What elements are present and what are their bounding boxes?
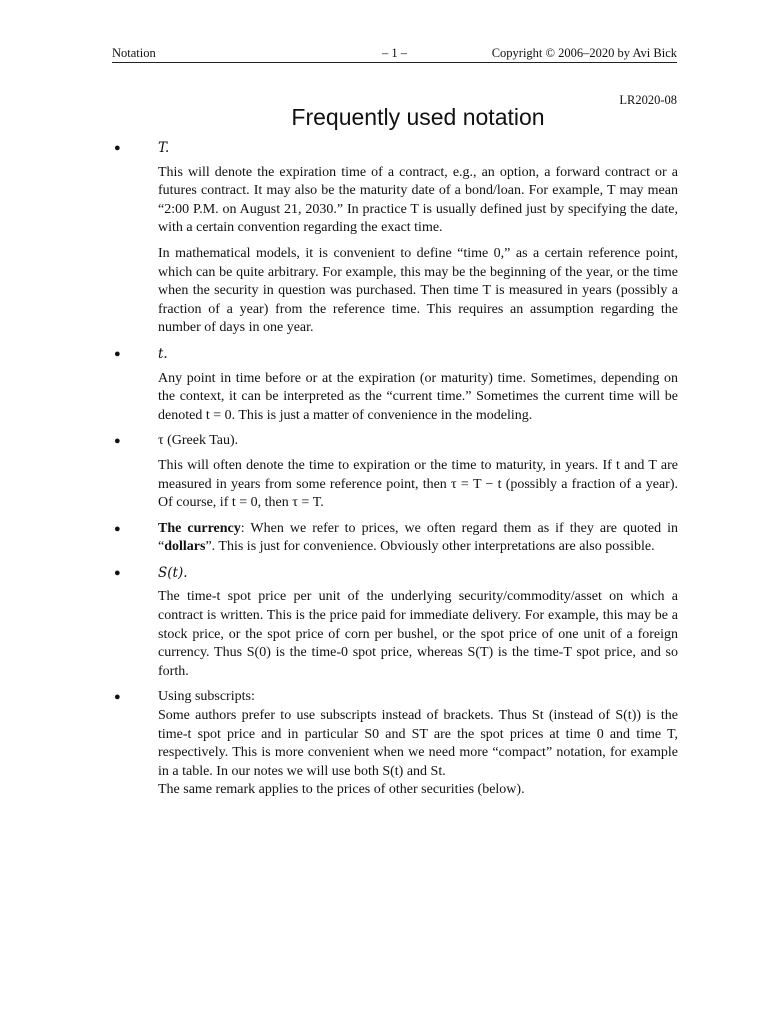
list-item-tau: [114, 432, 678, 512]
list-item-t: [114, 345, 678, 425]
item-heading: Using subscripts:: [158, 689, 255, 705]
paragraph: Any point in time before or at the expiration (or maturity) time. Sometimes, depending on the context, it can be interpreted as the “current time.” Sometimes the current time will be denoted t = 0. This is just a matter of convenience in the modeling.: [158, 370, 678, 423]
paragraph: The time-t spot price per unit of the underlying security/commodity/asset on which a contract is written. This is the price paid for immediate delivery. For example, this may be a stock price, or the spot price of corn per bushel, or the spot price of one unit of a foreign currency. Thus S(0) is the time-0 spot price, whereas S(T) is the time-T spot price, and so forth.: [158, 589, 678, 679]
term-currency: The currency: [158, 520, 241, 536]
paragraph: This will denote the expiration time of a contract, e.g., an option, a forward contract or a futures contract. It may also be the maturity date of a bond/loan. For example, T may mean “2:00 P.M. on August 21, 2030.” In practice T is usually defined just by specifying the date, with a certain convention regarding the exact time.: [158, 164, 678, 236]
bullet-icon: ●: [114, 142, 121, 154]
list-item-currency: [114, 520, 679, 557]
page-header: [112, 44, 677, 63]
header-section-name: Notation: [112, 46, 156, 60]
paragraph: This will often denote the time to expiration or the time to maturity, in years. If t and T are measured in years from some reference point, then τ = T − t (possibly a fraction of a year). Of course, if t = 0, then τ = T.: [158, 457, 678, 511]
bullet-icon: ●: [114, 691, 121, 704]
text-fragment: : When we refer to prices, we often regard them as if they are quoted in “: [158, 520, 679, 555]
term-dollars: dollars: [164, 539, 206, 555]
text-fragment: ”. This is just for convenience. Obviously other interpretations are also possible.: [205, 539, 655, 555]
document-id: LR2020-08: [619, 93, 677, 107]
notation-list: [114, 139, 679, 807]
bullet-icon: ●: [114, 347, 121, 360]
paragraph: [158, 520, 678, 557]
item-heading: τ (Greek Tau).: [158, 433, 239, 449]
item-heading: S(t).: [158, 564, 188, 581]
item-heading: T.: [158, 140, 170, 156]
paragraph: In mathematical models, it is convenient to define “time 0,” as a certain reference point, which can be quite arbitrary. For example, this may be the beginning of the year, or the time when the security in question was purchased. Then time T is measured in years (possibly a fraction of a year) from the reference time. This requires an assumption regarding the number of days in one year.: [158, 245, 678, 336]
paragraph: Some authors prefer to use subscripts instead of brackets. Thus St (instead of S(t)) is the time-t spot price and in particular S0 and ST are the spot prices at time 0 and time T, respectively. This is more convenient when we need more “compact” notation, for example in a table. In our notes we will use both S(t) and St.: [158, 708, 678, 779]
list-item-S: [114, 564, 678, 682]
paragraph: The same remark applies to the prices of other securities (below).: [158, 782, 525, 798]
bullet-icon: ●: [114, 566, 121, 579]
bullet-icon: ●: [114, 522, 121, 535]
bullet-icon: ●: [114, 435, 121, 448]
page-title: Frequently used notation: [291, 104, 545, 130]
list-item-T: [114, 139, 678, 338]
list-item-subscripts: [114, 688, 678, 800]
header-copyright: Copyright © 2006–2020 by Avi Bick: [491, 46, 677, 60]
header-page-number: – 1 –: [382, 46, 407, 60]
item-heading: t.: [158, 345, 168, 362]
